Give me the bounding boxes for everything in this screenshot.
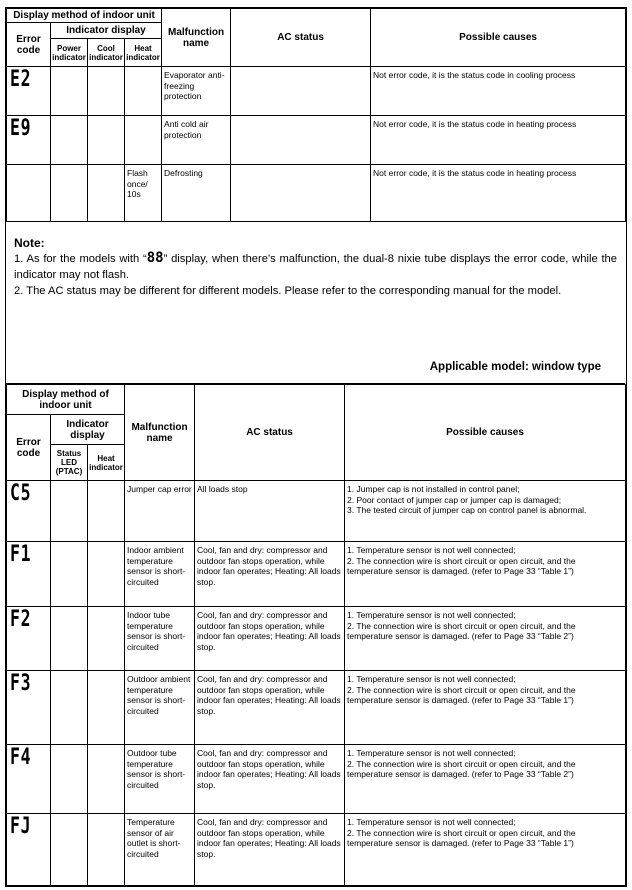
ac-status: Cool, fan and dry: compressor and outdoor fan stops operation, while indoor fan operates; Heating: All loads stop.	[195, 745, 345, 814]
table-row	[7, 814, 626, 886]
applicable-model: Applicable model: window type	[429, 361, 601, 373]
ac-status: Cool, fan and dry: compressor and outdoor fan stops operation, while indoor fan operates; Heating: All loads stop.	[195, 542, 345, 607]
possible-cause: 1. Temperature sensor is not well connected; 2. The connection wire is short circuit or open circuit, and the temperature sensor is damaged. (refer to Page 33 “Table 2”)	[345, 607, 626, 671]
error-code-display: F4	[10, 745, 32, 770]
note-line-1-start: 1. As for the models with “	[14, 253, 147, 265]
error-table-2	[6, 384, 626, 886]
note-title: Note:	[14, 236, 45, 250]
ac-status	[231, 67, 371, 116]
table-row	[7, 481, 626, 542]
error-code-display: F1	[10, 542, 32, 567]
possible-cause: 1. Temperature sensor is not well connected; 2. The connection wire is short circuit or open circuit, and the temperature sensor is damaged. (refer to Page 33 “Table 1”)	[345, 542, 626, 607]
possible-cause: 1. Temperature sensor is not well connected; 2. The connection wire is short circuit or open circuit, and the temperature sensor is damaged. (refer to Page 33 “Table 1”)	[345, 671, 626, 745]
malfunction-name: Outdoor tube temperature sensor is short-circuited	[125, 745, 195, 814]
malfunction-name: Indoor ambient temperature sensor is short-circuited	[125, 542, 195, 607]
error-code-display: FJ	[10, 814, 32, 839]
malfunction-name: Jumper cap error	[125, 481, 195, 542]
ac-status	[231, 116, 371, 165]
note-section	[6, 222, 625, 384]
note-line-1-end: ” display, when there's malfunction, the dual-8 nixie tube displays the error code, while the indicator may not flash.	[14, 253, 617, 281]
ac-status: All loads stop	[195, 481, 345, 542]
table-row	[7, 542, 626, 607]
table-row	[7, 745, 626, 814]
manual-page	[5, 7, 627, 887]
malfunction-name: Indoor tube temperature sensor is short-circuited	[125, 607, 195, 671]
heat-indicator-cell: Flash once/ 10s	[125, 165, 162, 222]
header-display-method: Display method of indoor unit	[7, 385, 125, 415]
error-table-1	[6, 8, 626, 222]
malfunction-name: Outdoor ambient temperature sensor is short-circuited	[125, 671, 195, 745]
possible-cause: Not error code, it is the status code in cooling process	[371, 67, 626, 116]
error-code-display: C5	[10, 481, 32, 506]
ac-status	[231, 165, 371, 222]
header-ac-status: AC status	[231, 9, 371, 67]
error-code-display: F2	[10, 607, 32, 632]
table-row	[7, 671, 626, 745]
error-code-display: E2	[10, 67, 32, 92]
header-display-method: Display method of indoor unit	[7, 9, 162, 23]
header-error-code: Error code	[7, 23, 51, 67]
table-row	[7, 116, 626, 165]
possible-cause: Not error code, it is the status code in heating process	[371, 116, 626, 165]
heat-indicator-cell	[125, 116, 162, 165]
header-indicator-display: Indicator display	[51, 415, 125, 445]
table-row	[7, 607, 626, 671]
malfunction-name: Defrosting	[162, 165, 231, 222]
header-heat-indicator: Heat indicator	[88, 445, 125, 481]
malfunction-name: Temperature sensor of air outlet is short-circuited	[125, 814, 195, 886]
header-cool-indicator: Cool indicator	[88, 39, 125, 67]
malfunction-name: Anti cold air protection	[162, 116, 231, 165]
header-causes: Possible causes	[371, 9, 626, 67]
dual-8-display-icon: 88	[146, 250, 164, 266]
table-row	[7, 67, 626, 116]
error-code-display: F3	[10, 671, 32, 696]
heat-indicator-cell	[125, 67, 162, 116]
error-code-display	[7, 165, 39, 167]
header-malfunction: Malfunction name	[125, 385, 195, 481]
possible-cause: 1. Temperature sensor is not well connected; 2. The connection wire is short circuit or open circuit, and the temperature sensor is damaged. (refer to Page 33 “Table 2”)	[345, 745, 626, 814]
header-error-code: Error code	[7, 415, 51, 481]
possible-cause: 1. Temperature sensor is not well connected; 2. The connection wire is short circuit or open circuit, and the temperature sensor is damaged. (refer to Page 33 “Table 1”)	[345, 814, 626, 886]
header-ac-status: AC status	[195, 385, 345, 481]
error-code-display: E9	[10, 116, 32, 141]
ac-status: Cool, fan and dry: compressor and outdoor fan stops operation, while indoor fan operates; Heating: All loads stop.	[195, 814, 345, 886]
ac-status: Cool, fan and dry: compressor and outdoor fan stops operation, while indoor fan operates; Heating: All loads stop.	[195, 607, 345, 671]
possible-cause: 1. Jumper cap is not installed in control panel; 2. Poor contact of jumper cap or jumper cap is damaged; 3. The tested circuit of jumper cap on control panel is abnormal.	[345, 481, 626, 542]
possible-cause: Not error code, it is the status code in heating process	[371, 165, 626, 222]
note-line-2: 2. The AC status may be different for different models. Please refer to the corresponding manual for the model.	[14, 285, 562, 297]
header-indicator-display: Indicator display	[51, 23, 162, 39]
malfunction-name: Evaporator anti-freezing protection	[162, 67, 231, 116]
header-causes: Possible causes	[345, 385, 626, 481]
ac-status: Cool, fan and dry: compressor and outdoor fan stops operation, while indoor fan operates; Heating: All loads stop.	[195, 671, 345, 745]
note-line-1	[14, 250, 617, 283]
table-row	[7, 165, 626, 222]
header-malfunction: Malfunction name	[162, 9, 231, 67]
header-status-led: Status LED (PTAC)	[51, 445, 88, 481]
header-power-indicator: Power indicator	[51, 39, 88, 67]
header-heat-indicator: Heat indicator	[125, 39, 162, 67]
